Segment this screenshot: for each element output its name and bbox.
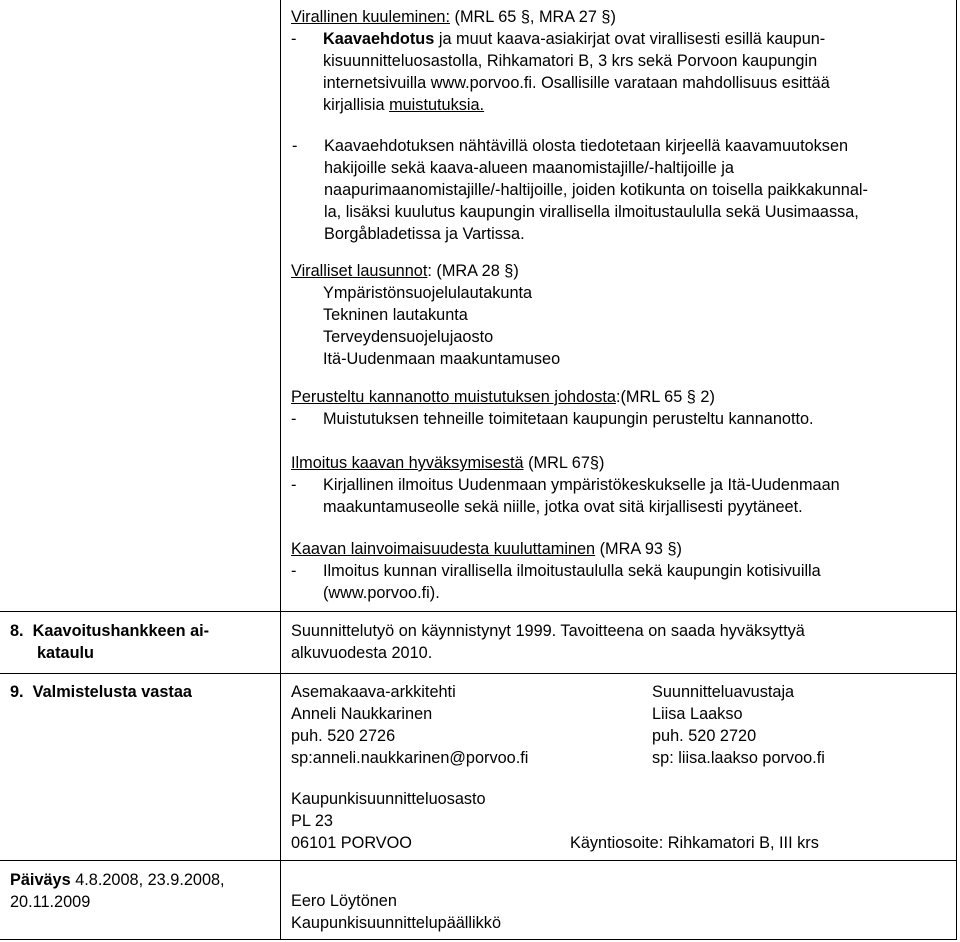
hearing-item-link: muistutuksia. [389, 96, 485, 114]
signature-block [291, 890, 951, 934]
official-statements-section [291, 260, 951, 370]
notice-item [292, 135, 952, 245]
official-hearing-section [291, 6, 951, 116]
hearing-ref: (MRL 65 §, MRA 27 §) [454, 8, 616, 26]
dash: - [292, 137, 298, 155]
signer-name: Eero Löytönen [291, 892, 397, 910]
section-8-text-1: Suunnittelutyö on käynnistynyt 1999. Tavoitteena on saada hyväksyttyä [291, 622, 805, 640]
hearing-item-text-4: kirjallisia [323, 96, 385, 114]
contact-left [291, 681, 631, 769]
section-9-label: Valmistelusta vastaa [32, 683, 192, 701]
approval-notice-section [291, 452, 951, 518]
statement-item: Ympäristönsuojelulautakunta [323, 284, 533, 302]
office-po-box: PL 23 [291, 812, 333, 830]
approval-line-1: Kirjallinen ilmoitus Uudenmaan ympäristökeskukselle ja Itä-Uudenmaan [323, 476, 840, 494]
contact-right-role: Suunnitteluavustaja [652, 683, 795, 701]
response-ref: :(MRL 65 § 2) [615, 388, 715, 406]
section-9-heading [10, 681, 272, 703]
office-visiting-address: Käyntiosoite: Rihkamatori B, III krs [570, 834, 819, 852]
hearing-item-bold: Kaavaehdotus [323, 30, 435, 48]
contact-left-email: sp:anneli.naukkarinen@porvoo.fi [291, 749, 529, 767]
dash: - [291, 476, 297, 494]
hearing-item-text-1: ja muut kaava-asiakirjat ovat virallisesti esillä kaupun- [438, 30, 826, 48]
hearing-item [291, 28, 951, 116]
statements-list [291, 282, 951, 370]
signer-title: Kaupunkisuunnittelupäällikkö [291, 914, 501, 932]
notice-line-2: hakijoille sekä kaava-alueen maanomistajille/-haltijoille ja [324, 159, 734, 177]
statement-item: Terveydensuojelujaosto [323, 328, 494, 346]
column-divider [280, 0, 281, 940]
section-8-text-2: alkuvuodesta 2010. [291, 644, 433, 662]
date-block [10, 869, 272, 913]
section-8-label-1: Kaavoitushankkeen ai- [32, 622, 210, 640]
approval-title: Ilmoitus kaavan hyväksymisestä [291, 454, 524, 472]
official-hearing-heading [291, 6, 951, 28]
notice-section [292, 135, 952, 245]
legal-force-section [291, 538, 951, 604]
reasoned-response-section [291, 386, 951, 430]
notice-line-1: Kaavaehdotuksen nähtävillä olosta tiedotetaan kirjeellä kaavamuutoksen [324, 137, 849, 155]
legal-item [291, 560, 951, 604]
hearing-title: Virallinen kuuleminen: [291, 8, 450, 26]
contact-left-phone: puh. 520 2726 [291, 727, 396, 745]
hearing-item-text-2: kisuunnitteluosastolla, Rihkamatori B, 3 krs sekä Porvoon kaupungin [323, 52, 818, 70]
section-8-label-2: kataulu [37, 644, 95, 662]
statements-title: Viralliset lausunnot [291, 262, 428, 280]
right-border [956, 0, 957, 940]
row-divider-date [0, 860, 957, 861]
section-8-heading [10, 620, 272, 664]
contact-left-name: Anneli Naukkarinen [291, 705, 433, 723]
dash: - [291, 410, 297, 428]
legal-line-2: (www.porvoo.fi). [323, 584, 440, 602]
date-values-1: 4.8.2008, 23.9.2008, [75, 871, 225, 889]
contact-right-email: sp: liisa.laakso porvoo.fi [652, 749, 825, 767]
notice-line-5: Borgåbladetissa ja Vartissa. [324, 225, 525, 243]
hearing-item-text-3: internetsivuilla www.porvoo.fi. Osallisille varataan mahdollisuus esittää [323, 74, 830, 92]
dash: - [291, 562, 297, 580]
date-values-2: 20.11.2009 [10, 893, 91, 911]
date-label: Päiväys [10, 871, 71, 889]
bottom-border [0, 939, 957, 940]
contact-right-phone: puh. 520 2720 [652, 727, 757, 745]
office-postal-line [291, 832, 951, 854]
approval-line-2: maakuntamuseolle sekä niille, jotka ovat sitä kirjallisesti pyytäneet. [323, 498, 803, 516]
notice-line-3: naapurimaanomistajille/-haltijoille, joiden kotikunta on toisella paikkakunnal- [324, 181, 868, 199]
response-title: Perusteltu kannanotto muistutuksen johdosta [291, 388, 616, 406]
response-item [291, 408, 951, 430]
office-name: Kaupunkisuunnitteluosasto [291, 790, 486, 808]
legal-title: Kaavan lainvoimaisuudesta kuuluttaminen [291, 540, 596, 558]
response-item-text: Muistutuksen tehneille toimitetaan kaupungin perusteltu kannanotto. [323, 410, 814, 428]
notice-line-4: la, lisäksi kuulutus kaupungin virallisella ilmoitustaululla sekä Uusimaassa, [324, 203, 859, 221]
row-divider-8 [0, 611, 957, 612]
approval-item [291, 474, 951, 518]
section-8-number: 8. [10, 622, 24, 640]
contact-right [652, 681, 952, 769]
office-address [291, 788, 951, 854]
contact-right-name: Liisa Laakso [652, 705, 743, 723]
statement-item: Tekninen lautakunta [323, 306, 468, 324]
statement-item: Itä-Uudenmaan maakuntamuseo [323, 350, 561, 368]
section-9-number: 9. [10, 683, 24, 701]
legal-ref: (MRA 93 §) [599, 540, 682, 558]
section-8-content [291, 620, 951, 664]
statements-ref: : (MRA 28 §) [427, 262, 519, 280]
office-postal-code: 06101 PORVOO [291, 834, 412, 852]
contact-left-role: Asemakaava-arkkitehti [291, 683, 456, 701]
dash: - [291, 30, 297, 48]
legal-line-1: Ilmoitus kunnan virallisella ilmoitustaululla sekä kaupungin kotisivuilla [323, 562, 821, 580]
approval-ref: (MRL 67§) [528, 454, 605, 472]
row-divider-9 [0, 673, 957, 674]
